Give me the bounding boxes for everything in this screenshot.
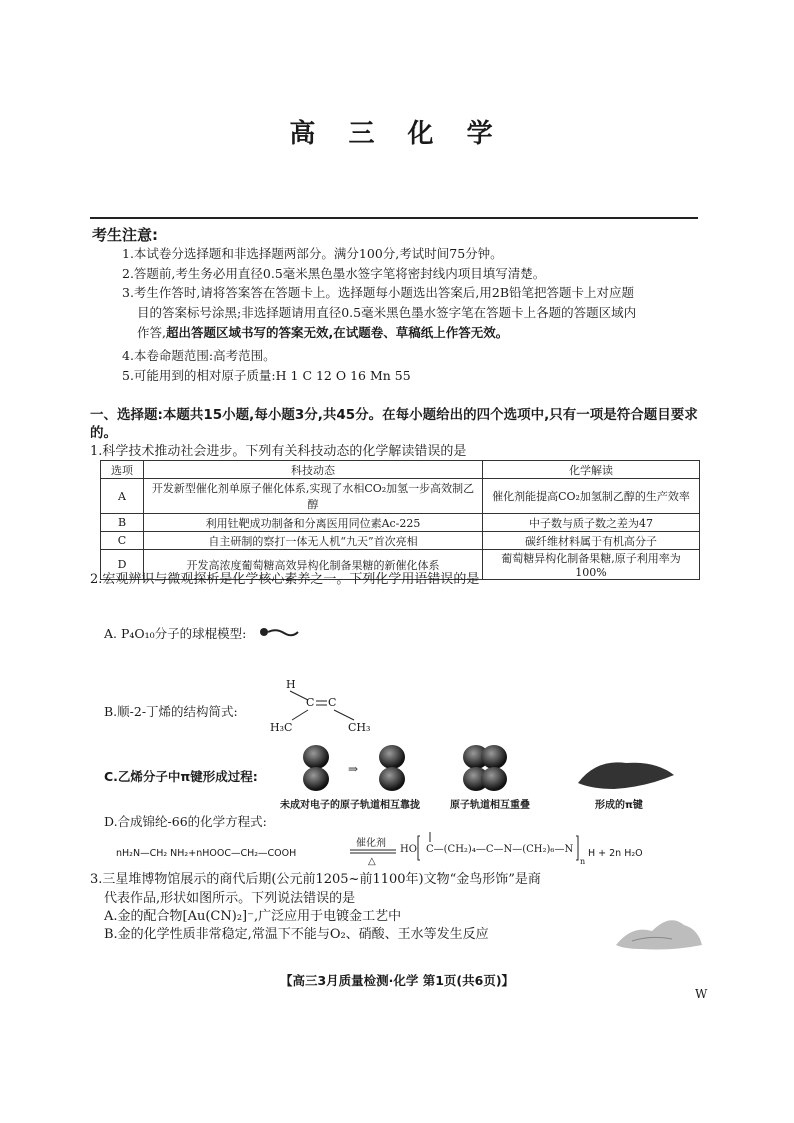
table-header: 化学解读 <box>483 461 700 479</box>
table-cell: B <box>101 514 144 532</box>
notice-item-3-cont: 目的答案标号涂黑;非选择题请用直径0.5毫米黑色墨水签字笔在答题卡上各题的答题区域内 <box>137 305 637 320</box>
question-1-stem: 1.科学技术推动社会进步。下列有关科技动态的化学解读错误的是 <box>90 444 467 459</box>
table-cell: 碳纤维材料属于有机高分子 <box>483 532 700 550</box>
structure-bonds <box>280 678 400 738</box>
ball-stick-model-figure <box>258 624 304 640</box>
caption-orbitals-approach: 未成对电子的原子轨道相互靠拢 <box>280 800 420 811</box>
question-3-option-a: A.金的配合物[Au(CN)₂]⁻,广泛应用于电镀金工艺中 <box>104 909 402 924</box>
notice-item-1: 1.本试卷分选择题和非选择题两部分。满分100分,考试时间75分钟。 <box>122 246 503 261</box>
butene-structure <box>270 678 400 738</box>
reaction-heat: △ <box>368 856 376 867</box>
struct-label: H <box>286 678 296 691</box>
orbital-arrow: ⇒ <box>348 762 359 776</box>
table-row <box>101 514 700 532</box>
table-cell: 自主研制的察打一体无人机“九天”首次亮相 <box>144 532 483 550</box>
notice-item-5: 5.可能用到的相对原子质量:H 1 C 12 O 16 Mn 55 <box>122 368 411 383</box>
table-cell: 葡萄糖异构化制备果糖,原子利用率为100% <box>483 550 700 580</box>
notice-warning: 超出答题区域书写的答案无效,在试题卷、草稿纸上作答无效。 <box>165 325 509 340</box>
reaction-product-end: H + 2n H₂O <box>588 848 643 859</box>
table-cell: 中子数与质子数之差为47 <box>483 514 700 532</box>
table-cell: 开发新型催化剂单原子催化体系,实现了水相CO₂加氢一步高效制乙醇 <box>144 479 483 514</box>
reaction-catalyst: 催化剂 <box>356 838 386 849</box>
table-cell: 开发高浓度葡萄糖高效异构化制备果糖的新催化体系 <box>144 550 483 580</box>
table-row <box>101 479 700 514</box>
question-2-stem: 2.宏观辨识与微观探析是化学核心素养之一。下列化学用语错误的是 <box>90 572 480 587</box>
notice-item-2: 2.答题前,考生务必用直径0.5毫米黑色墨水签字笔将密封线内项目填写清楚。 <box>122 266 546 281</box>
svg-text:HO: HO <box>400 844 417 855</box>
notice-item-3: 3.考生作答时,请将答案答在答题卡上。选择题每小题选出答案后,用2B铅笔把答题卡上对应题 <box>122 285 635 300</box>
caption-orbitals-overlap: 原子轨道相互重叠 <box>450 800 530 811</box>
gold-bird-artifact-image <box>612 905 704 955</box>
corner-mark: W <box>695 987 708 1001</box>
reaction-arrow <box>350 848 398 856</box>
nylon-66-structure <box>400 826 610 866</box>
struct-label: H₃C <box>270 721 293 734</box>
table-header-row <box>101 461 700 479</box>
table-header: 科技动态 <box>144 461 483 479</box>
table-cell: 利用钍靶成功制备和分离医用同位素Ac-225 <box>144 514 483 532</box>
struct-label: C <box>306 696 315 709</box>
question-3-option-b: B.金的化学性质非常稳定,常温下不能与O₂、硝酸、王水等发生反应 <box>104 927 489 942</box>
table-cell: D <box>101 550 144 580</box>
notice-item-4: 4.本卷命题范围:高考范围。 <box>122 348 276 363</box>
option-b: B.顺-2-丁烯的结构简式: <box>104 704 238 719</box>
question-1-table <box>100 460 700 580</box>
notice-item-3-end <box>137 325 702 341</box>
svg-text:n: n <box>580 857 586 866</box>
table-cell: A <box>101 479 144 514</box>
table-header: 选项 <box>101 461 144 479</box>
question-3-stem-cont: 代表作品,形状如图所示。下列说法错误的是 <box>104 891 356 906</box>
question-3-stem: 3.三星堆博物馆展示的商代后期(公元前1205~前1100年)文物“金鸟形饰”是商 <box>90 872 541 887</box>
notice-item-3-prefix: 作答, <box>137 325 166 340</box>
svg-text:C—(CH₂)₄—C—N—(CH₂)₆—N: C—(CH₂)₄—C—N—(CH₂)₆—N <box>426 844 574 855</box>
option-c: C.乙烯分子中π键形成过程: <box>104 769 258 784</box>
struct-label: CH₃ <box>348 721 371 734</box>
page-footer: 【高三3月质量检测·化学 第1页(共6页)】 <box>279 973 515 988</box>
notice-heading: 考生注意: <box>92 226 158 244</box>
option-d: D.合成锦纶-66的化学方程式: <box>104 814 267 829</box>
table-row <box>101 532 700 550</box>
section-heading: 一、选择题:本题共15小题,每小题3分,共45分。在每小题给出的四个选项中,只有一项是符合题目要求的。 <box>90 407 698 441</box>
table-cell: C <box>101 532 144 550</box>
caption-pi-bond: 形成的π键 <box>595 800 643 811</box>
struct-label: C <box>328 696 337 709</box>
reaction-reactants: nH₂N—CH₂ NH₂+nHOOC—CH₂—COOH <box>116 848 297 859</box>
option-a: A. P₄O₁₀分子的球棍模型: <box>104 626 247 641</box>
pi-bond-orbitals-figure <box>296 745 716 793</box>
header-divider <box>90 217 698 219</box>
page-title: 高 三 化 学 <box>289 119 505 149</box>
table-cell: 催化剂能提高CO₂加氢制乙醇的生产效率 <box>483 479 700 514</box>
